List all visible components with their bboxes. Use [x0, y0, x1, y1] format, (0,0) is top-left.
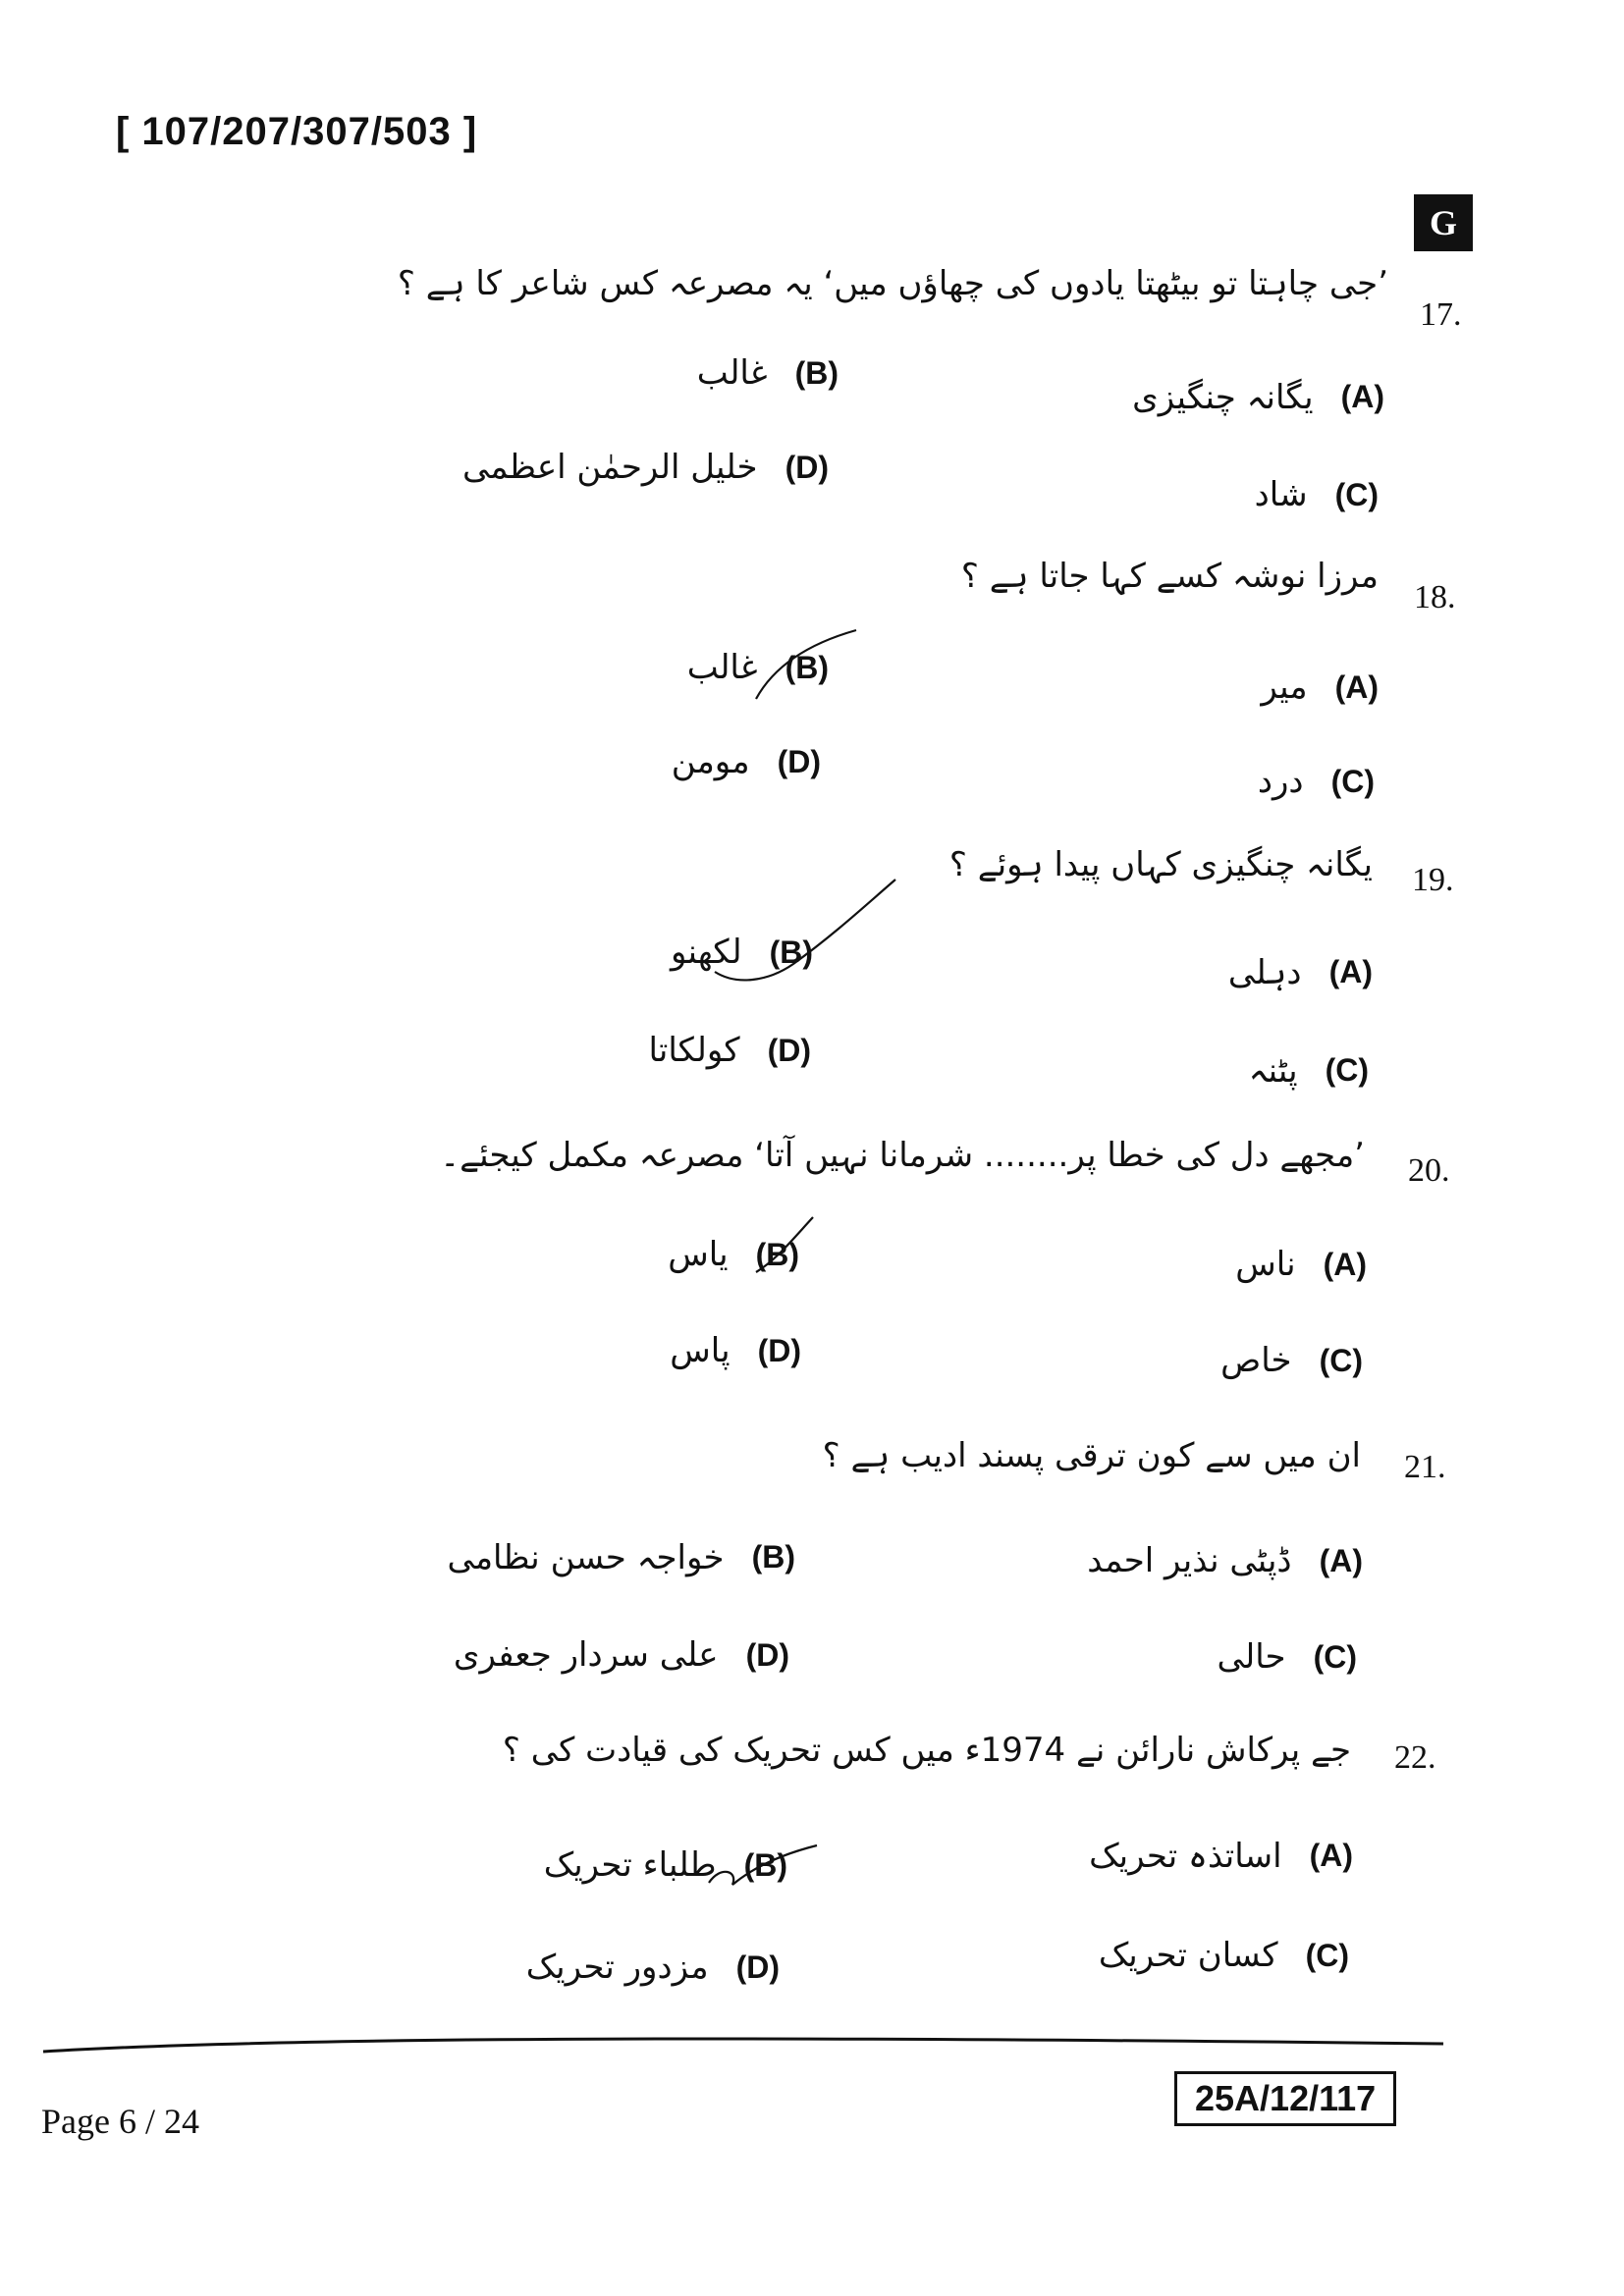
option-letter: (D)	[785, 449, 829, 485]
option-letter: (A)	[1323, 1246, 1367, 1282]
option-text: حالی	[1217, 1637, 1286, 1677]
option-text: یاس	[668, 1235, 729, 1274]
option-text: خلیل الرحمٰن اعظمی	[461, 448, 758, 487]
option-text: خاص	[1220, 1341, 1292, 1380]
option-text: درد	[1257, 762, 1304, 801]
question-text: یگانہ چنگیزی کہاں پیدا ہوئے ؟	[948, 845, 1373, 884]
option-letter: (D)	[767, 1032, 811, 1068]
option-text: میر	[1261, 667, 1308, 707]
tick-mark-q18	[756, 630, 856, 699]
option-text: اساتذہ تحریک	[1089, 1837, 1282, 1876]
option-letter: (A)	[1340, 379, 1384, 414]
option-text: خواجہ حسن نظامی	[447, 1538, 725, 1577]
option-text: علی سردار جعفری	[453, 1635, 719, 1675]
option-letter: (C)	[1313, 1638, 1357, 1675]
option-letter: (A)	[1309, 1838, 1353, 1873]
tick-mark-q19	[715, 880, 895, 980]
option-text: غالب	[696, 353, 768, 393]
question-text: ان میں سے کون ترقی پسند ادیب ہے ؟	[822, 1436, 1361, 1475]
question-number: 19.	[1412, 862, 1454, 898]
question-text: ’جی چاہتا تو بیٹھتا یادوں کی چھاؤں میں‘ یہ مصرعہ کس شاعر کا ہے ؟	[397, 264, 1388, 303]
option-text: پاس	[670, 1331, 731, 1370]
option-letter: (B)	[785, 649, 829, 685]
footer-rule	[39, 2030, 1453, 2069]
option-text: لکھنو	[670, 933, 742, 972]
option-letter: (B)	[794, 354, 839, 391]
option-letter: (D)	[757, 1332, 801, 1368]
tick-mark-q20	[756, 1217, 813, 1272]
option-text: کولکاتا	[648, 1031, 740, 1070]
option-text: مزدور تحریک	[525, 1948, 709, 1987]
set-badge: G	[1414, 194, 1473, 251]
option-text: پٹنہ	[1248, 1051, 1298, 1091]
option-text: کسان تحریک	[1098, 1936, 1278, 1975]
question-text: جے پرکاش نارائن نے 1974ء میں کس تحریک کی قیادت کی ؟	[502, 1731, 1351, 1770]
option-text: طلباء تحریک	[543, 1845, 717, 1885]
option-letter: (C)	[1334, 476, 1379, 512]
question-number: 22.	[1394, 1739, 1436, 1776]
question-text: مرزا نوشہ کسے کہا جاتا ہے ؟	[960, 557, 1379, 596]
question-number: 21.	[1404, 1449, 1446, 1485]
option-letter: (B)	[751, 1539, 795, 1575]
option-text: غالب	[686, 648, 758, 687]
option-text: ڈپٹی نذیر احمد	[1087, 1541, 1292, 1580]
question-number: 20.	[1408, 1152, 1450, 1189]
option-letter: (A)	[1334, 668, 1379, 705]
option-letter: (C)	[1330, 763, 1375, 799]
option-letter: (D)	[777, 743, 821, 779]
question-number: 18.	[1414, 579, 1456, 615]
question-number: 17.	[1420, 296, 1462, 333]
booklet-code: 25A/12/117	[1174, 2071, 1396, 2126]
option-text: مومن	[671, 742, 750, 781]
option-letter: (A)	[1328, 954, 1373, 989]
question-text: ’مجھے دل کی خطا پر........ شرمانا نہیں آتا‘ مصرعہ مکمل کیجئے۔	[440, 1136, 1365, 1175]
option-text: ناس	[1235, 1245, 1296, 1284]
page-number: Page 6 / 24	[41, 2102, 199, 2141]
option-letter: (B)	[755, 1236, 799, 1272]
option-text: یگانہ چنگیزی	[1132, 378, 1314, 417]
option-letter: (C)	[1305, 1937, 1349, 1973]
tick-mark-q22	[709, 1845, 817, 1885]
option-letter: (D)	[745, 1636, 789, 1673]
option-letter: (C)	[1325, 1052, 1369, 1088]
option-text: دہلی	[1227, 953, 1302, 992]
paper-codes: [ 107/207/307/503 ]	[116, 110, 478, 153]
option-letter: (B)	[769, 934, 813, 970]
option-letter: (C)	[1319, 1342, 1363, 1378]
option-letter: (D)	[735, 1949, 780, 1985]
option-letter: (B)	[743, 1846, 787, 1883]
option-text: شاد	[1254, 475, 1308, 514]
option-letter: (A)	[1319, 1542, 1363, 1578]
